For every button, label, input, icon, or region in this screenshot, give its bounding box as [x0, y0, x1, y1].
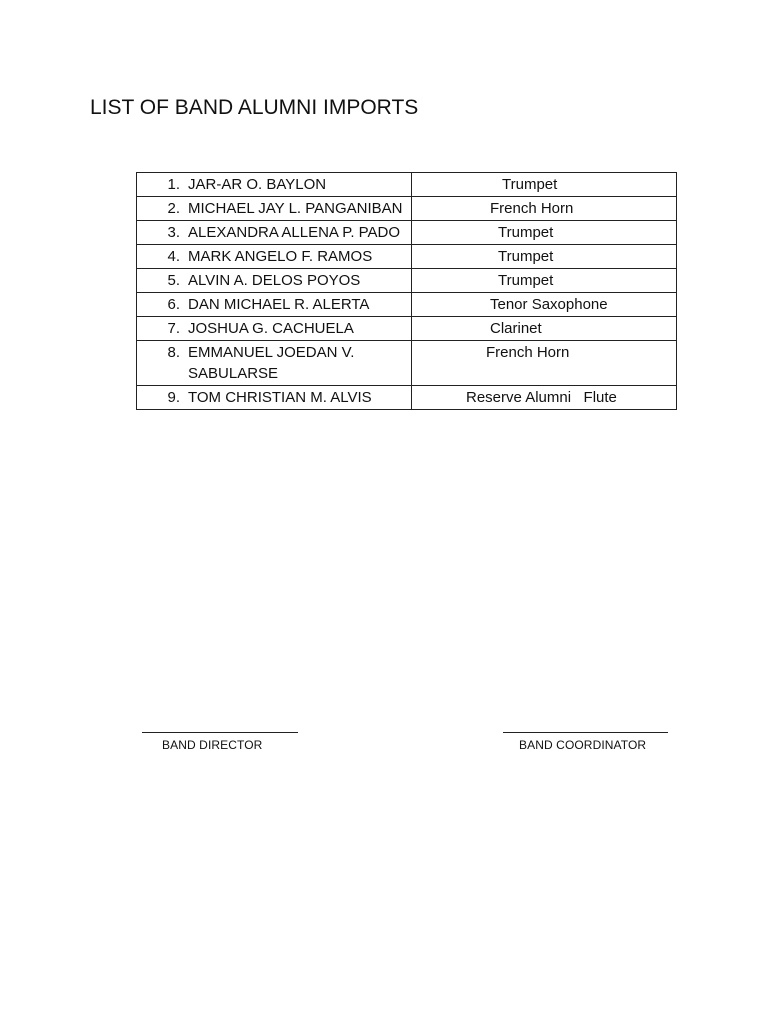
alumni-name: MICHAEL JAY L. PANGANIBAN: [188, 200, 403, 217]
name-cell: [137, 317, 412, 341]
row-number: 3.: [167, 224, 180, 241]
name-cell: [137, 293, 412, 317]
instrument-cell: [412, 386, 677, 410]
row-number: 5.: [167, 272, 180, 289]
alumni-name: JOSHUA G. CACHUELA: [188, 320, 354, 337]
name-cell: [137, 197, 412, 221]
table-row: [137, 269, 677, 293]
instrument: Tenor Saxophone: [490, 296, 608, 313]
instrument: Clarinet: [490, 320, 542, 337]
instrument-cell: [412, 317, 677, 341]
instrument: French Horn: [486, 344, 570, 361]
table-row: [137, 173, 677, 197]
name-cell: [137, 386, 412, 410]
instrument: Reserve Alumni Flute: [466, 389, 617, 406]
row-number: 1.: [167, 176, 180, 193]
director-signature-line: [142, 732, 298, 733]
row-number: 8.: [167, 344, 180, 361]
row-number: 6.: [167, 296, 180, 313]
instrument-cell: [412, 269, 677, 293]
name-cell: [137, 173, 412, 197]
table-row: [137, 341, 677, 386]
table-row: [137, 317, 677, 341]
instrument-cell: [412, 245, 677, 269]
alumni-name: ALEXANDRA ALLENA P. PADO: [188, 224, 401, 241]
name-cell: [137, 341, 412, 386]
name-cell: [137, 245, 412, 269]
alumni-name: EMMANUEL JOEDAN V. SABULARSE: [188, 344, 355, 382]
instrument: Trumpet: [498, 272, 554, 289]
alumni-name: DAN MICHAEL R. ALERTA: [188, 296, 370, 313]
name-cell: [137, 221, 412, 245]
instrument-cell: [412, 197, 677, 221]
row-number: 4.: [167, 248, 180, 265]
row-number: 2.: [167, 200, 180, 217]
table-row: [137, 245, 677, 269]
row-number: 9.: [167, 389, 180, 406]
alumni-name: TOM CHRISTIAN M. ALVIS: [188, 389, 372, 406]
instrument-cell: [412, 221, 677, 245]
instrument-cell: [412, 173, 677, 197]
alumni-name: JAR-AR O. BAYLON: [188, 176, 327, 193]
table-row: [137, 197, 677, 221]
instrument: Trumpet: [498, 248, 554, 265]
alumni-table: [136, 172, 677, 410]
alumni-name: MARK ANGELO F. RAMOS: [188, 248, 373, 265]
coordinator-signature-line: [503, 732, 668, 733]
alumni-name: ALVIN A. DELOS POYOS: [188, 272, 361, 289]
instrument: Trumpet: [498, 224, 554, 241]
page-title: LIST OF BAND ALUMNI IMPORTS: [90, 96, 419, 119]
instrument: French Horn: [490, 200, 574, 217]
row-number: 7.: [167, 320, 180, 337]
table-row: [137, 293, 677, 317]
coordinator-signature-label: BAND COORDINATOR: [519, 738, 647, 752]
instrument: Trumpet: [502, 176, 558, 193]
instrument-cell: [412, 293, 677, 317]
director-signature-label: BAND DIRECTOR: [162, 738, 263, 752]
table-row: [137, 386, 677, 410]
table-row: [137, 221, 677, 245]
instrument-cell: [412, 341, 677, 386]
name-cell: [137, 269, 412, 293]
